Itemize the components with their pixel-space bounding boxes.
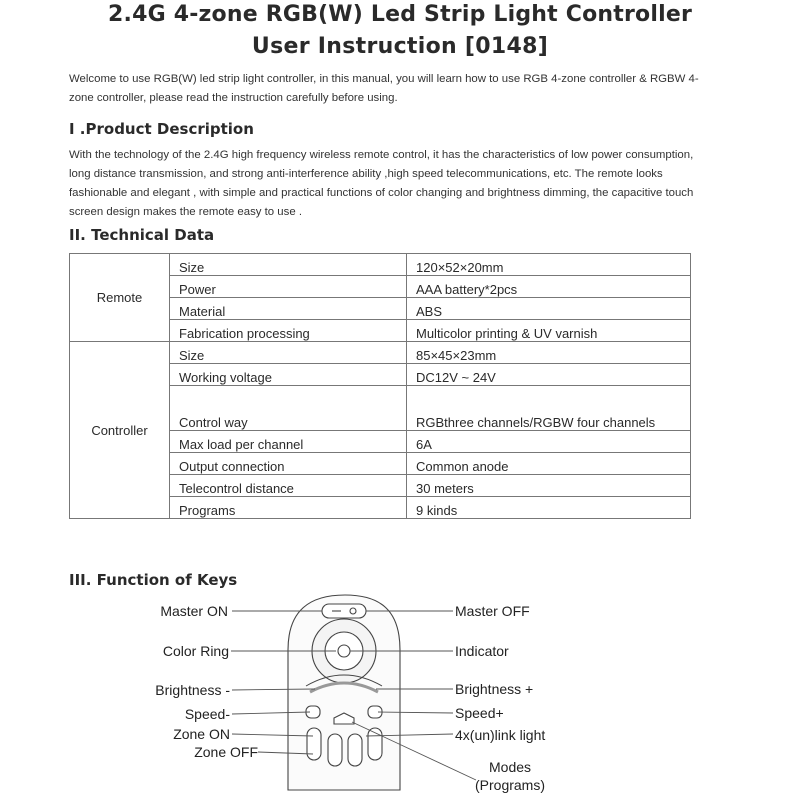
table-row — [70, 254, 691, 276]
label-master-off: Master OFF — [455, 603, 530, 619]
table-cell-value: Common anode — [407, 453, 691, 475]
title-line-1: 2.4G 4-zone RGB(W) Led Strip Light Controller — [108, 2, 692, 27]
label-indicator: Indicator — [455, 643, 509, 659]
product-description-text: With the technology of the 2.4G high frequency wireless remote control, it has the characteristics of low power consumption, long distance transmission, and strong anti-interference ability ,high speed telecommunications, etc. The remote looks fashionable and elegant , with simple and practical functions of color changing and brightness dimming, the capacitive touch screen design makes the remote easy to use . — [69, 149, 694, 218]
table-cell-key: Working voltage — [170, 364, 407, 386]
table-cell-key: Size — [170, 254, 407, 276]
table-cell-value: DC12V ~ 24V — [407, 364, 691, 386]
table-row — [70, 342, 691, 364]
zone-key-icon — [307, 728, 321, 760]
table-cell-key: Size — [170, 342, 407, 364]
table-cell-value: 120×52×20mm — [407, 254, 691, 276]
label-brightness-minus: Brightness - — [155, 682, 230, 698]
label-programs: (Programs) — [475, 777, 546, 793]
table-cell-value: 9 kinds — [407, 497, 691, 519]
table-cell-key: Power — [170, 276, 407, 298]
label-zone-off: Zone OFF — [194, 744, 258, 760]
label-master-on: Master ON — [160, 603, 228, 619]
table-cell-key: Programs — [170, 497, 407, 519]
product-description-heading: I .Product Description — [69, 120, 254, 138]
label-color-ring: Color Ring — [162, 643, 229, 659]
label-modes: Modes — [489, 759, 532, 775]
label-speed-minus: Speed- — [184, 706, 230, 722]
technical-data-table — [69, 253, 691, 519]
table-cell-value: 85×45×23mm — [407, 342, 691, 364]
table-cell-value: RGBthree channels/RGBW four channels — [407, 386, 691, 431]
zone-key-icon — [348, 734, 362, 766]
table-cell-key: Output connection — [170, 453, 407, 475]
table-cell-key: Control way — [170, 386, 407, 431]
table-cell-value: Multicolor printing & UV varnish — [407, 320, 691, 342]
table-cell-key: Fabrication processing — [170, 320, 407, 342]
table-cell-value: 6A — [407, 431, 691, 453]
label-brightness-plus: Brightness + — [455, 681, 534, 697]
table-cell-key: Material — [170, 298, 407, 320]
intro-paragraph: Welcome to use RGB(W) led strip light controller, in this manual, you will learn how to use RGB 4-zone controller & RGBW 4-zone controller, please read the instruction carefully before using. — [69, 73, 699, 104]
label-link-light: 4x(un)link light — [455, 727, 546, 743]
label-zone-on: Zone ON — [173, 726, 230, 742]
table-cell-value: 30 meters — [407, 475, 691, 497]
table-cell-key: Max load per channel — [170, 431, 407, 453]
zone-key-icon — [328, 734, 342, 766]
master-switch-icon — [322, 604, 366, 618]
function-of-keys-heading: III. Function of Keys — [69, 571, 238, 589]
remote-illustration — [0, 590, 800, 800]
table-cell-value: ABS — [407, 298, 691, 320]
table-cell-value: AAA battery*2pcs — [407, 276, 691, 298]
remote-group-label: Remote — [70, 254, 170, 342]
technical-data-heading: II. Technical Data — [69, 226, 215, 244]
table-cell-key: Telecontrol distance — [170, 475, 407, 497]
controller-group-label: Controller — [70, 342, 170, 519]
label-speed-plus: Speed+ — [455, 705, 504, 721]
title-line-2: User Instruction [0148] — [251, 34, 549, 59]
